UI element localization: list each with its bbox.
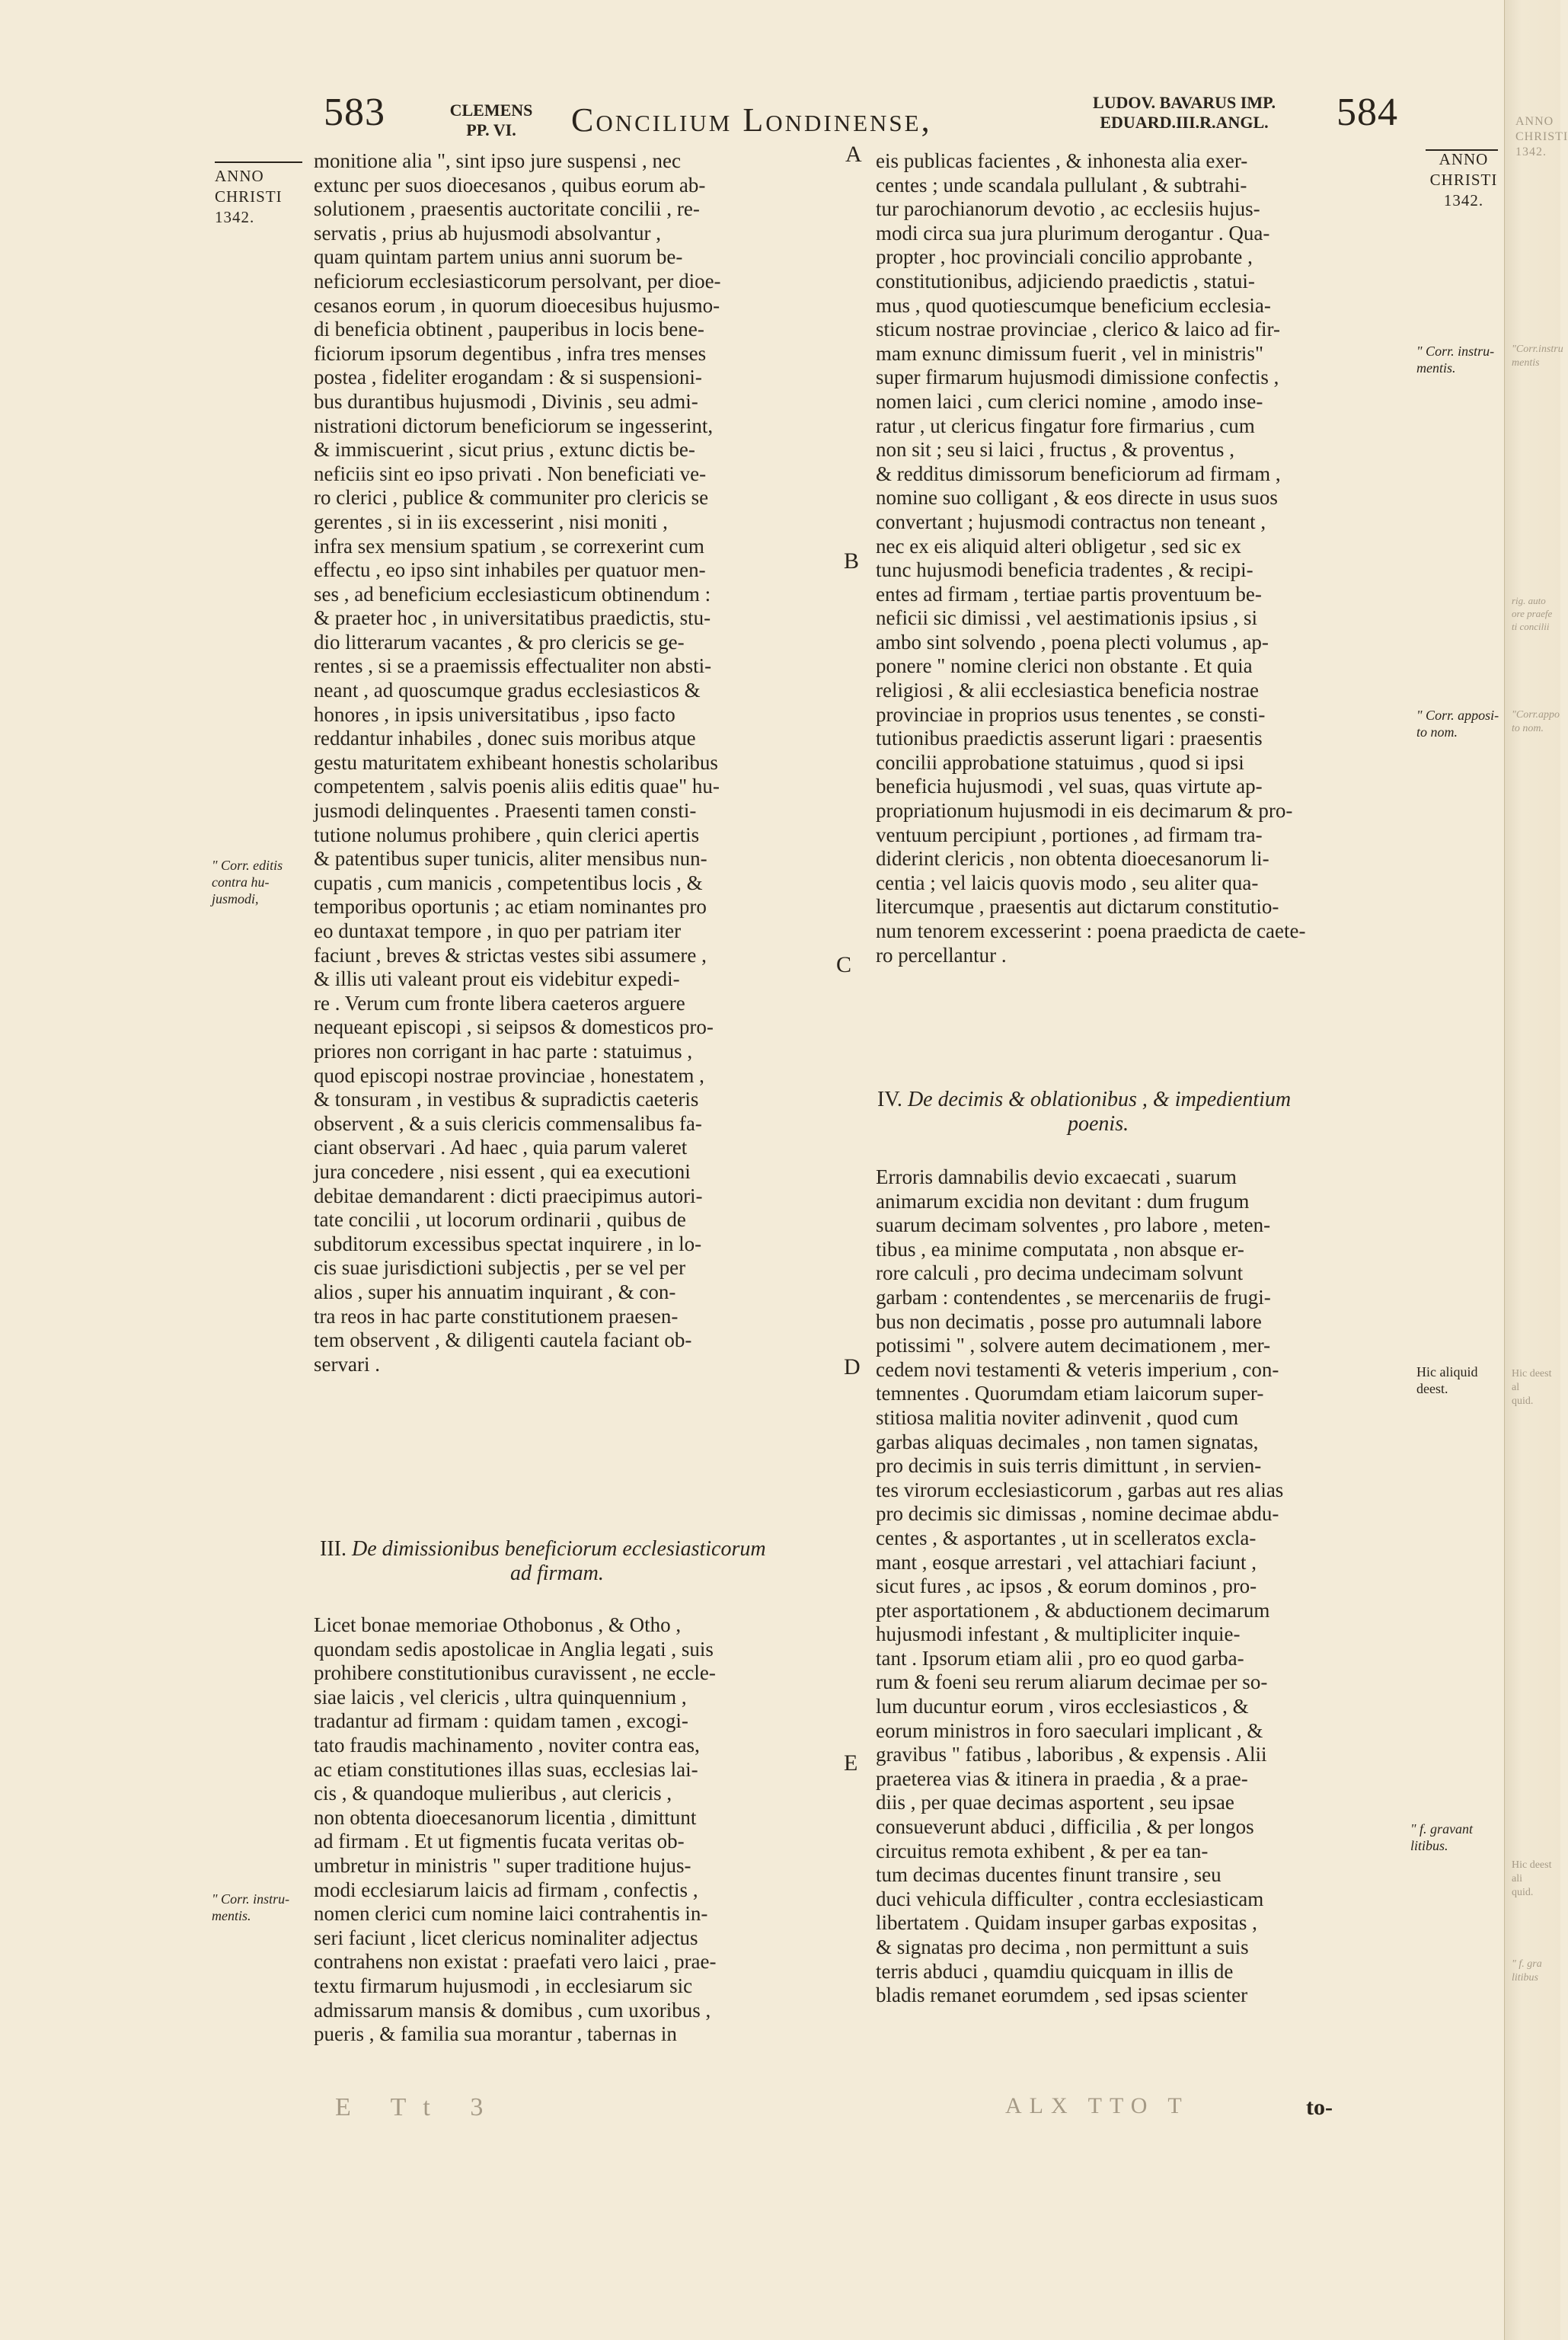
edge-note-instrumentis — [1512, 343, 1563, 370]
text-line: ro clerici , publice & communiter pro clericis se — [314, 486, 709, 510]
note-line: ore praefe — [1512, 608, 1553, 619]
section-heading-iv — [877, 1088, 1410, 1136]
note-line: Hic deest ali — [1512, 1859, 1552, 1884]
text-line: suarum decimam solventes , pro labore , meten- — [876, 1213, 1271, 1237]
text-line: tant . Ipsorum etiam alii , pro eo quod garba- — [876, 1646, 1244, 1670]
margin-note-corr-instrumentis-right — [1416, 343, 1504, 376]
right-footer-faint: ALX TTO T — [1005, 2093, 1190, 2118]
text-line: neficii sic dimissi , vel aestimationis ipsius , si — [876, 606, 1257, 630]
text-line: extunc per suos dioecesanos , quibus eorum ab- — [314, 173, 706, 197]
anno-label: ANNO — [215, 167, 264, 185]
section-marker-b: B — [844, 548, 860, 574]
text-line: terris abduci , quamdiu quicquam in illis de — [876, 1959, 1234, 1983]
text-line: & patentibus super tunicis, aliter mensibus nun- — [314, 847, 707, 871]
text-line: monitione alia ", sint ipso jure suspensi , nec — [314, 149, 681, 172]
note-line: " Corr. instru- — [1416, 344, 1495, 359]
christi-label: CHRISTI — [215, 187, 283, 206]
text-line: ac etiam constitutiones illas suas, ecclesias lai- — [314, 1757, 698, 1781]
text-line: jura concedere , nisi essent , qui ea executioni — [314, 1159, 691, 1183]
text-line: bus non decimatis , posse pro autumnali labore — [876, 1309, 1262, 1333]
text-line: pueris , & familia sua morantur , tabernas in — [314, 2022, 677, 2046]
text-line: diderint clericis , non obtenta dioecesanorum li- — [876, 847, 1269, 871]
text-line: cis suae jurisdictioni subjectis , per se vel per — [314, 1256, 686, 1280]
text-line: potissimi " , solvere autem decimationem , mer- — [876, 1334, 1271, 1357]
left-footer-faint: E Tt 3 — [335, 2093, 500, 2121]
pope-header — [426, 101, 556, 140]
text-line: nec ex eis aliquid alteri obligetur , sed sic ex — [876, 534, 1241, 558]
margin-note-corr-instrumentis-left — [212, 1891, 311, 1924]
text-line: nomine suo colligant , & eos directe in usus suos — [876, 486, 1278, 510]
text-line: ses , ad beneficium ecclesiasticum obtinendum : — [314, 582, 711, 606]
text-line: beneficia hujusmodi , vel suas, quas virtute ap- — [876, 775, 1263, 798]
text-line: centes ; unde scandala pullulant , & subtrahi- — [876, 173, 1247, 197]
text-line: dio litterarum vacantes , & pro clericis se ge- — [314, 630, 685, 654]
text-line: garbam : contendentes , se mercenariis de frugi- — [876, 1285, 1271, 1309]
text-line: servatis , prius ab hujusmodi absolvantur , — [314, 221, 661, 245]
text-line: stitiosa malitia noviter adinvenit , quod cum — [876, 1405, 1239, 1429]
text-line: concilii approbatione statuimus , quod si ipsi — [876, 750, 1244, 774]
text-line: & praeter hoc , in universitatibus praedictis, stu- — [314, 606, 711, 630]
note-line: " Corr. apposi- — [1416, 708, 1499, 723]
text-line: ad firmam . Et ut figmentis fucata veritas ob- — [314, 1830, 685, 1853]
text-line: sicut fures , ac ipsos , & eorum dominos , pro- — [876, 1574, 1257, 1598]
text-line: cupatis , cum manicis , competentibus locis , & — [314, 871, 703, 894]
edge-note-apposito — [1512, 708, 1560, 736]
section-marker-a: A — [845, 142, 862, 167]
note-line: " Corr. editis — [212, 858, 283, 873]
text-line: diis , per quae decimas asportent , seu ipsae — [876, 1791, 1234, 1814]
text-line: nomen clerici cum nomine laici contrahentis in- — [314, 1902, 708, 1926]
king-name: EDUARD.III.R.ANGL. — [1100, 113, 1269, 132]
year-label: 1342. — [1443, 191, 1484, 209]
text-line: temnentes . Quorumdam etiam laicorum super- — [876, 1382, 1264, 1405]
text-line: Licet bonae memoriae Othobonus , & Otho , — [314, 1613, 682, 1636]
text-line: di beneficia obtinent , pauperibus in locis bene- — [314, 318, 704, 341]
margin-note-hic-deest — [1416, 1363, 1504, 1397]
text-line: cis , & quandoque mulieribus , aut clericis , — [314, 1782, 672, 1805]
text-line: & tonsuram , in vestibus & supradictis caeteris — [314, 1088, 699, 1111]
section-marker-c: C — [836, 952, 852, 977]
note-line: deest. — [1416, 1381, 1448, 1396]
christi-label: CHRISTI — [1515, 130, 1568, 143]
left-page-number: 583 — [324, 91, 385, 134]
margin-note-gravant — [1410, 1821, 1504, 1854]
text-line: siae laicis , vel clericis , ultra quinquennium , — [314, 1685, 687, 1709]
note-line: jusmodi, — [212, 891, 259, 906]
text-line: garbas aliquas decimales , non tamen signatas, — [876, 1430, 1259, 1453]
note-line: rig. auto — [1512, 595, 1546, 606]
note-line: " f. gravant — [1410, 1821, 1474, 1837]
year-label: 1342. — [1515, 145, 1547, 158]
margin-year-left — [215, 166, 306, 228]
text-line: observent , & a suis clericis commensalibus fa- — [314, 1111, 702, 1135]
text-line: bladis remanet eorumdem , sed ipsas scienter — [876, 1984, 1248, 2007]
text-line: tunc hujusmodi beneficia tradentes , & recipi- — [876, 558, 1253, 582]
text-line: quam quintam partem unius anni suorum be- — [314, 245, 683, 269]
text-line: propriationum hujusmodi in eis decimarum & pro- — [876, 799, 1293, 823]
note-line: litibus — [1512, 1972, 1539, 1984]
text-line: tibus , ea minime computata , non absque er- — [876, 1237, 1244, 1261]
note-line: " Corr. instru- — [212, 1891, 290, 1907]
section-marker-d: D — [844, 1354, 861, 1379]
text-line: ficiorum ipsorum degentibus , infra tres menses — [314, 341, 707, 365]
text-line: litercumque , praesentis aut dictarum constitutio- — [876, 895, 1279, 919]
text-line: eis publicas facientes , & inhonesta alia exer- — [876, 149, 1248, 172]
text-line: mant , eosque arrestari , vel attachiari faciunt , — [876, 1550, 1257, 1574]
text-line: prohibere constitutionibus curavissent , ne eccle- — [314, 1661, 716, 1685]
text-line: alios , super his annuatim inquirant , & con- — [314, 1280, 676, 1303]
text-line: rentes , si se a praemissis effectualiter non absti- — [314, 654, 712, 678]
pope-title: PP. VI. — [466, 120, 516, 139]
text-line: modi ecclesiarum laicis ad firmam , confectis , — [314, 1878, 698, 1901]
text-line: tes virorum ecclesiasticorum , garbas aut res alias — [876, 1478, 1284, 1501]
text-line: debitae demandarent : dicti praecipimus autori- — [314, 1184, 703, 1207]
text-line: admissarum mansis & domibus , cum uxoribus , — [314, 1998, 711, 2022]
text-line: non sit ; seu si laici , fructus , & proventus , — [876, 438, 1234, 462]
left-column-text-b — [314, 1613, 839, 2047]
text-line: centia ; vel laicis quovis modo , seu aliter qua- — [876, 871, 1259, 894]
section-marker-e: E — [844, 1750, 858, 1776]
note-line: mentis. — [212, 1908, 251, 1923]
text-line: & illis uti valeant prout eis videbitur expedi- — [314, 967, 680, 991]
note-line: litibus. — [1410, 1838, 1448, 1853]
note-line: mentis. — [1416, 360, 1456, 376]
text-line: seri faciunt , licet clericus nominaliter adjectus — [314, 1926, 698, 1949]
christi-label: CHRISTI — [1429, 171, 1498, 189]
running-title: Concilium Londinense, — [571, 101, 932, 139]
text-line: cesanos eorum , in quorum dioecesibus hujusmo- — [314, 293, 720, 317]
text-line: nequeant episcopi , si seipsos & domesticos pro- — [314, 1015, 714, 1039]
margin-note-corr-apposito — [1416, 707, 1504, 740]
text-line: tate concilii , ut locorum ordinarii , quibus de — [314, 1208, 686, 1232]
text-line: num tenorem excesserint : poena praedicta de caete- — [876, 919, 1306, 942]
catchword: to- — [1306, 2095, 1333, 2120]
section-title: De decimis & oblationibus , & impedientium — [907, 1088, 1292, 1111]
text-line: priores non corrigant in hac parte : statuimus , — [314, 1039, 693, 1063]
text-line: pter asportationem , & abductionem decimarum — [876, 1598, 1270, 1622]
text-line: lum ducuntur eorum , viros ecclesiasticos , & — [876, 1695, 1249, 1718]
text-line: neficiis sint eo ipso privati . Non beneficiati ve- — [314, 462, 707, 485]
text-line: ratur , ut clericus fingatur fore firmarius , cum — [876, 414, 1255, 437]
text-line: infra sex mensium spatium , se correxerint cum — [314, 534, 704, 558]
text-line: contrahens non existat : praefati vero laici , prae- — [314, 1950, 717, 1974]
text-line: subditorum excessibus spectat inquirere , in lo- — [314, 1232, 702, 1255]
note-line: Hic aliquid — [1416, 1364, 1478, 1379]
note-line: quid. — [1512, 1887, 1534, 1898]
section-title-cont: poenis. — [1068, 1112, 1129, 1136]
text-line: tutionibus praedictis asserunt ligari : praesentis — [876, 727, 1263, 750]
text-line: solutionem , praesentis auctoritate concilii , re- — [314, 197, 700, 221]
pope-name: CLEMENS — [449, 101, 533, 120]
text-line: gravibus " fatibus , laboribus , & expensis . Alii — [876, 1743, 1267, 1766]
text-line: centes , & asportantes , ut in scelleratos excla- — [876, 1526, 1257, 1549]
edge-year — [1515, 114, 1568, 160]
note-line: to nom. — [1416, 724, 1458, 740]
text-line: ciant observari . Ad haec , quia parum valeret — [314, 1136, 688, 1159]
text-line: re . Verum cum fronte libera caeteros arguere — [314, 991, 685, 1015]
text-line: reddantur inhabiles , donec suis moribus atque — [314, 727, 696, 750]
margin-year-right — [1426, 149, 1502, 211]
edge-note-gravant — [1512, 1958, 1560, 1985]
text-line: tato fraudis machinamento , noviter contra eas, — [314, 1733, 700, 1757]
text-line: pro decimis sic dimissas , nomine decimae abdu- — [876, 1502, 1279, 1526]
text-line: jusmodi delinquentes . Praesenti tamen consti- — [314, 799, 697, 823]
text-line: consueverunt abduci , difficilia , & per longos — [876, 1815, 1254, 1839]
text-line: tum decimas ducentes finunt transire , seu — [876, 1863, 1222, 1887]
text-line: ventuum percipiunt , portiones , ad firmam tra- — [876, 823, 1263, 846]
text-line: servari . — [314, 1352, 380, 1376]
anno-rule-left — [215, 161, 302, 163]
text-line: & redditus dimissorum beneficiorum ad firmam , — [876, 462, 1281, 485]
note-line: contra hu- — [212, 874, 270, 890]
text-line: propter , hoc provinciali concilio approbante , — [876, 245, 1253, 269]
text-line: gerentes , si in iis excesserint , nisi moniti , — [314, 510, 668, 533]
emperor-name: LUDOV. BAVARUS IMP. — [1092, 93, 1276, 112]
anno-label: ANNO — [1515, 115, 1554, 128]
text-line: circuitus remota exhibent , & per ea tan- — [876, 1839, 1209, 1862]
note-line: " f. gra — [1512, 1958, 1542, 1970]
rulers-header — [1059, 93, 1310, 133]
text-line: modi circa sua jura plurimum derogantur . Qua- — [876, 221, 1270, 245]
text-line: animarum excidia non devitant : dum frugum — [876, 1189, 1250, 1213]
text-line: eo duntaxat tempore , in quo per patriam iter — [314, 919, 682, 942]
edge-note-deest-2 — [1512, 1859, 1560, 1900]
text-line: hujusmodi infestant , & multipliciter inquie- — [876, 1622, 1241, 1646]
note-line: "Corr.instru — [1512, 344, 1563, 355]
edge-note-auctoritate — [1512, 594, 1560, 633]
text-line: non obtenta dioecesanorum licentia , dimittunt — [314, 1805, 697, 1829]
text-line: sticum nostrae provinciae , clerico & laico ad fir- — [876, 318, 1280, 341]
text-line: libertatem . Quidam insuper garbas expositas , — [876, 1911, 1257, 1935]
edge-note-deest-1 — [1512, 1367, 1560, 1408]
text-line: nistrationi dictorum beneficiorum se ingesserint, — [314, 414, 714, 437]
text-line: tutione nolumus prohibere , quin clerici apertis — [314, 823, 700, 846]
section-number: IV. — [877, 1088, 902, 1111]
text-line: competentem , salvis poenis aliis editis quae" hu- — [314, 775, 720, 798]
section-title-cont: ad firmam. — [510, 1562, 604, 1585]
note-line: ti concilii — [1512, 621, 1550, 632]
text-line: cedem novi testamenti & veteris imperium , con- — [876, 1357, 1279, 1381]
text-line: temporibus oportunis ; ac etiam nominantes pro — [314, 895, 707, 919]
year-label: 1342. — [215, 208, 255, 226]
text-line: honores , in ipsis universitatibus , ipso facto — [314, 702, 675, 726]
text-line: constitutionibus, adjiciendo praedictis , statui- — [876, 269, 1255, 292]
text-line: umbretur in ministris " super traditione hujus- — [314, 1853, 691, 1877]
text-line: tem observent , & diligenti cautela faciant ob- — [314, 1328, 692, 1352]
text-line: rore calculi , pro decima undecimam solvunt — [876, 1261, 1244, 1285]
margin-note-corr-editis — [212, 857, 311, 907]
text-line: textu firmarum hujusmodi , in ecclesiarum sic — [314, 1974, 693, 1997]
right-column-text — [876, 149, 1409, 967]
text-line: convertant ; hujusmodi contractus non teneant , — [876, 510, 1266, 533]
text-line: nomen laici , cum clerici nomine , amodo inse- — [876, 389, 1263, 413]
text-line: ro percellantur . — [876, 943, 1007, 967]
note-line: to nom. — [1512, 723, 1544, 734]
text-line: faciunt , breves & strictas vestes sibi assumere , — [314, 943, 707, 967]
text-line: neficiorum ecclesiasticorum persolvant, per dioe- — [314, 269, 721, 292]
text-line: tur parochianorum devotio , ac ecclesiis hujus- — [876, 197, 1260, 221]
text-line: neant , ad quoscumque gradus ecclesiasticos & — [314, 679, 701, 702]
text-line: pro decimis in suis terris dimittunt , in servien- — [876, 1454, 1262, 1478]
text-line: tradantur ad firmam : quidam tamen , excogi- — [314, 1709, 688, 1733]
note-line: quid. — [1512, 1395, 1534, 1407]
text-line: & signatas pro decima , non permittunt a suis — [876, 1936, 1249, 1958]
text-line: effectu , eo ipso sint inhabiles per quatuor men- — [314, 558, 706, 582]
text-line: super firmarum hujusmodi dimissione confectis , — [876, 366, 1279, 389]
text-line: rum & foeni seu rerum aliarum decimae per so- — [876, 1670, 1268, 1694]
text-line: ambo sint solvendo , poena plecti volumus , ap- — [876, 630, 1269, 654]
text-line: praeterea vias & itinera in praedia , & a prae- — [876, 1766, 1248, 1790]
section-heading-iii — [320, 1537, 845, 1586]
text-line: quod episcopi nostrae provinciae , honestatem , — [314, 1063, 704, 1087]
note-line: Hic deest al — [1512, 1368, 1552, 1393]
text-line: duci vehicula difficulter , contra ecclesiasticam — [876, 1887, 1264, 1910]
text-line: bus durantibus hujusmodi , Divinis , seu admi- — [314, 389, 698, 413]
text-line: eorum ministros in foro saeculari implicant , & — [876, 1718, 1263, 1742]
left-column-text — [314, 149, 839, 1376]
text-line: religiosi , & alii ecclesiastica beneficia nostrae — [876, 679, 1260, 702]
note-line: "Corr.appo — [1512, 709, 1560, 721]
text-line: Erroris damnabilis devio excaecati , suarum — [876, 1165, 1237, 1188]
right-column-text-b — [876, 1165, 1409, 2008]
anno-label: ANNO — [1439, 150, 1489, 168]
text-line: gestu maturitatem exhibeant honestis scholaribus — [314, 750, 718, 774]
note-line: mentis — [1512, 357, 1540, 369]
text-line: entes ad firmam , tertiae partis proventuum be- — [876, 582, 1262, 606]
text-line: postea , fideliter erogandam : & si suspensioni- — [314, 366, 702, 389]
right-page-number: 584 — [1336, 91, 1398, 134]
text-line: tra reos in hac parte constitutionem praesen- — [314, 1304, 679, 1328]
section-number: III. — [320, 1537, 346, 1561]
text-line: quondam sedis apostolicae in Anglia legati , suis — [314, 1637, 714, 1661]
section-title: De dimissionibus beneficiorum ecclesiasticorum — [351, 1537, 766, 1561]
text-line: mam exnunc dimissum fuerit , vel in ministris" — [876, 341, 1263, 365]
text-line: mus , quod quotiescumque beneficium ecclesia- — [876, 293, 1271, 317]
text-line: provinciae in proprios usus tenentes , se consti- — [876, 702, 1266, 726]
text-line: ponere " nomine clerici non obstante . Et quia — [876, 654, 1253, 678]
text-line: & immiscuerint , sicut prius , extunc dictis be- — [314, 438, 695, 462]
